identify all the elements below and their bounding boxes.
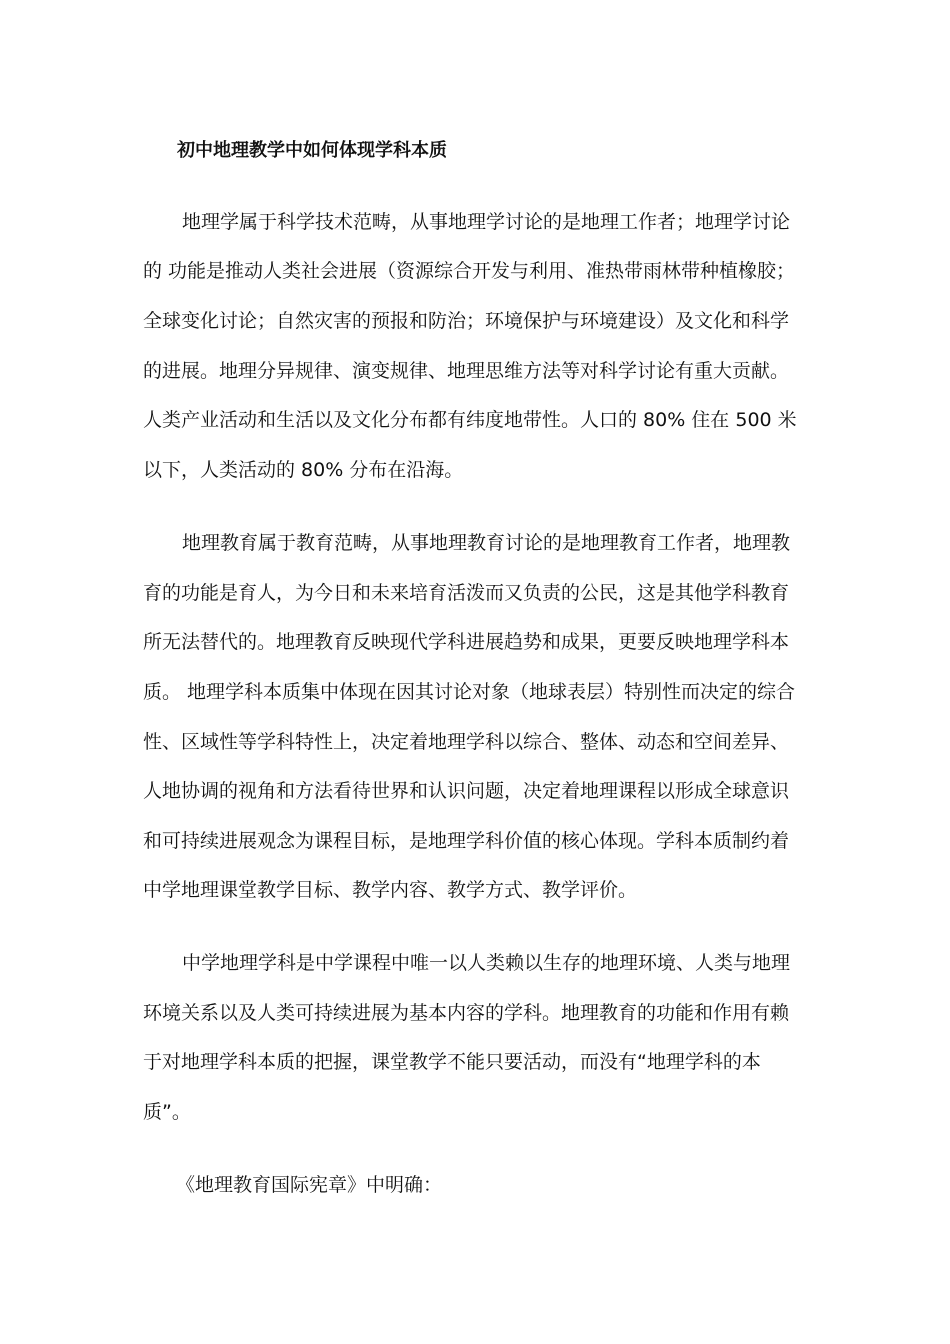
paragraph-line: 于对地理学科本质的把握，课堂教学不能只要活动，而没有“地理学科的本 [143, 1051, 761, 1073]
paragraph-line: 中学地理课堂教学目标、教学内容、教学方式、教学评价。 [143, 879, 638, 901]
paragraph-line: 地理学属于科学技术范畴，从事地理学讨论的是地理工作者；地理学讨论 [182, 211, 791, 233]
paragraph-line: 人地协调的视角和方法看待世界和认识问题，决定着地理课程以形成全球意识 [143, 780, 790, 802]
document-title: 初中地理教学中如何体现学科本质 [177, 140, 447, 161]
paragraph-line: 中学地理学科是中学课程中唯一以人类赖以生存的地理环境、人类与地理 [182, 952, 791, 974]
paragraph-line: 全球变化讨论；自然灾害的预报和防治；环境保护与环境建设）及文化和科学 [143, 310, 790, 332]
paragraph-line: 人类产业活动和生活以及文化分布都有纬度地带性。人口的 80% 住在 500 米 [143, 409, 797, 431]
paragraph-line: 的进展。地理分异规律、演变规律、地理思维方法等对科学讨论有重大贡献。 [143, 360, 790, 382]
paragraph-line: 质”。 [143, 1101, 191, 1123]
paragraph-line: 地理教育属于教育范畴，从事地理教育讨论的是地理教育工作者，地理教 [182, 532, 791, 554]
paragraph-line: 育的功能是育人，为今日和未来培育活泼而又负责的公民，这是其他学科教育 [143, 582, 790, 604]
paragraph-line: 和可持续进展观念为课程目标，是地理学科价值的核心体现。学科本质制约着 [143, 830, 790, 852]
paragraph-line: 的 功能是推动人类社会进展（资源综合开发与利用、准热带雨林带种植橡胶； [143, 260, 796, 282]
paragraph-line: 质。 地理学科本质集中体现在因其讨论对象（地球表层）特别性而决定的综合 [143, 681, 796, 703]
paragraph-line: 环境关系以及人类可持续进展为基本内容的学科。地理教育的功能和作用有赖 [143, 1002, 790, 1024]
paragraph-line: 《地理教育国际宪章》中明确： [176, 1174, 443, 1196]
paragraph-line: 以下，人类活动的 80% 分布在沿海。 [143, 459, 464, 481]
paragraph-line: 性、区域性等学科特性上，决定着地理学科以综合、整体、动态和空间差异、 [143, 731, 790, 753]
paragraph-line: 所无法替代的。地理教育反映现代学科进展趋势和成果，更要反映地理学科本 [143, 631, 790, 653]
